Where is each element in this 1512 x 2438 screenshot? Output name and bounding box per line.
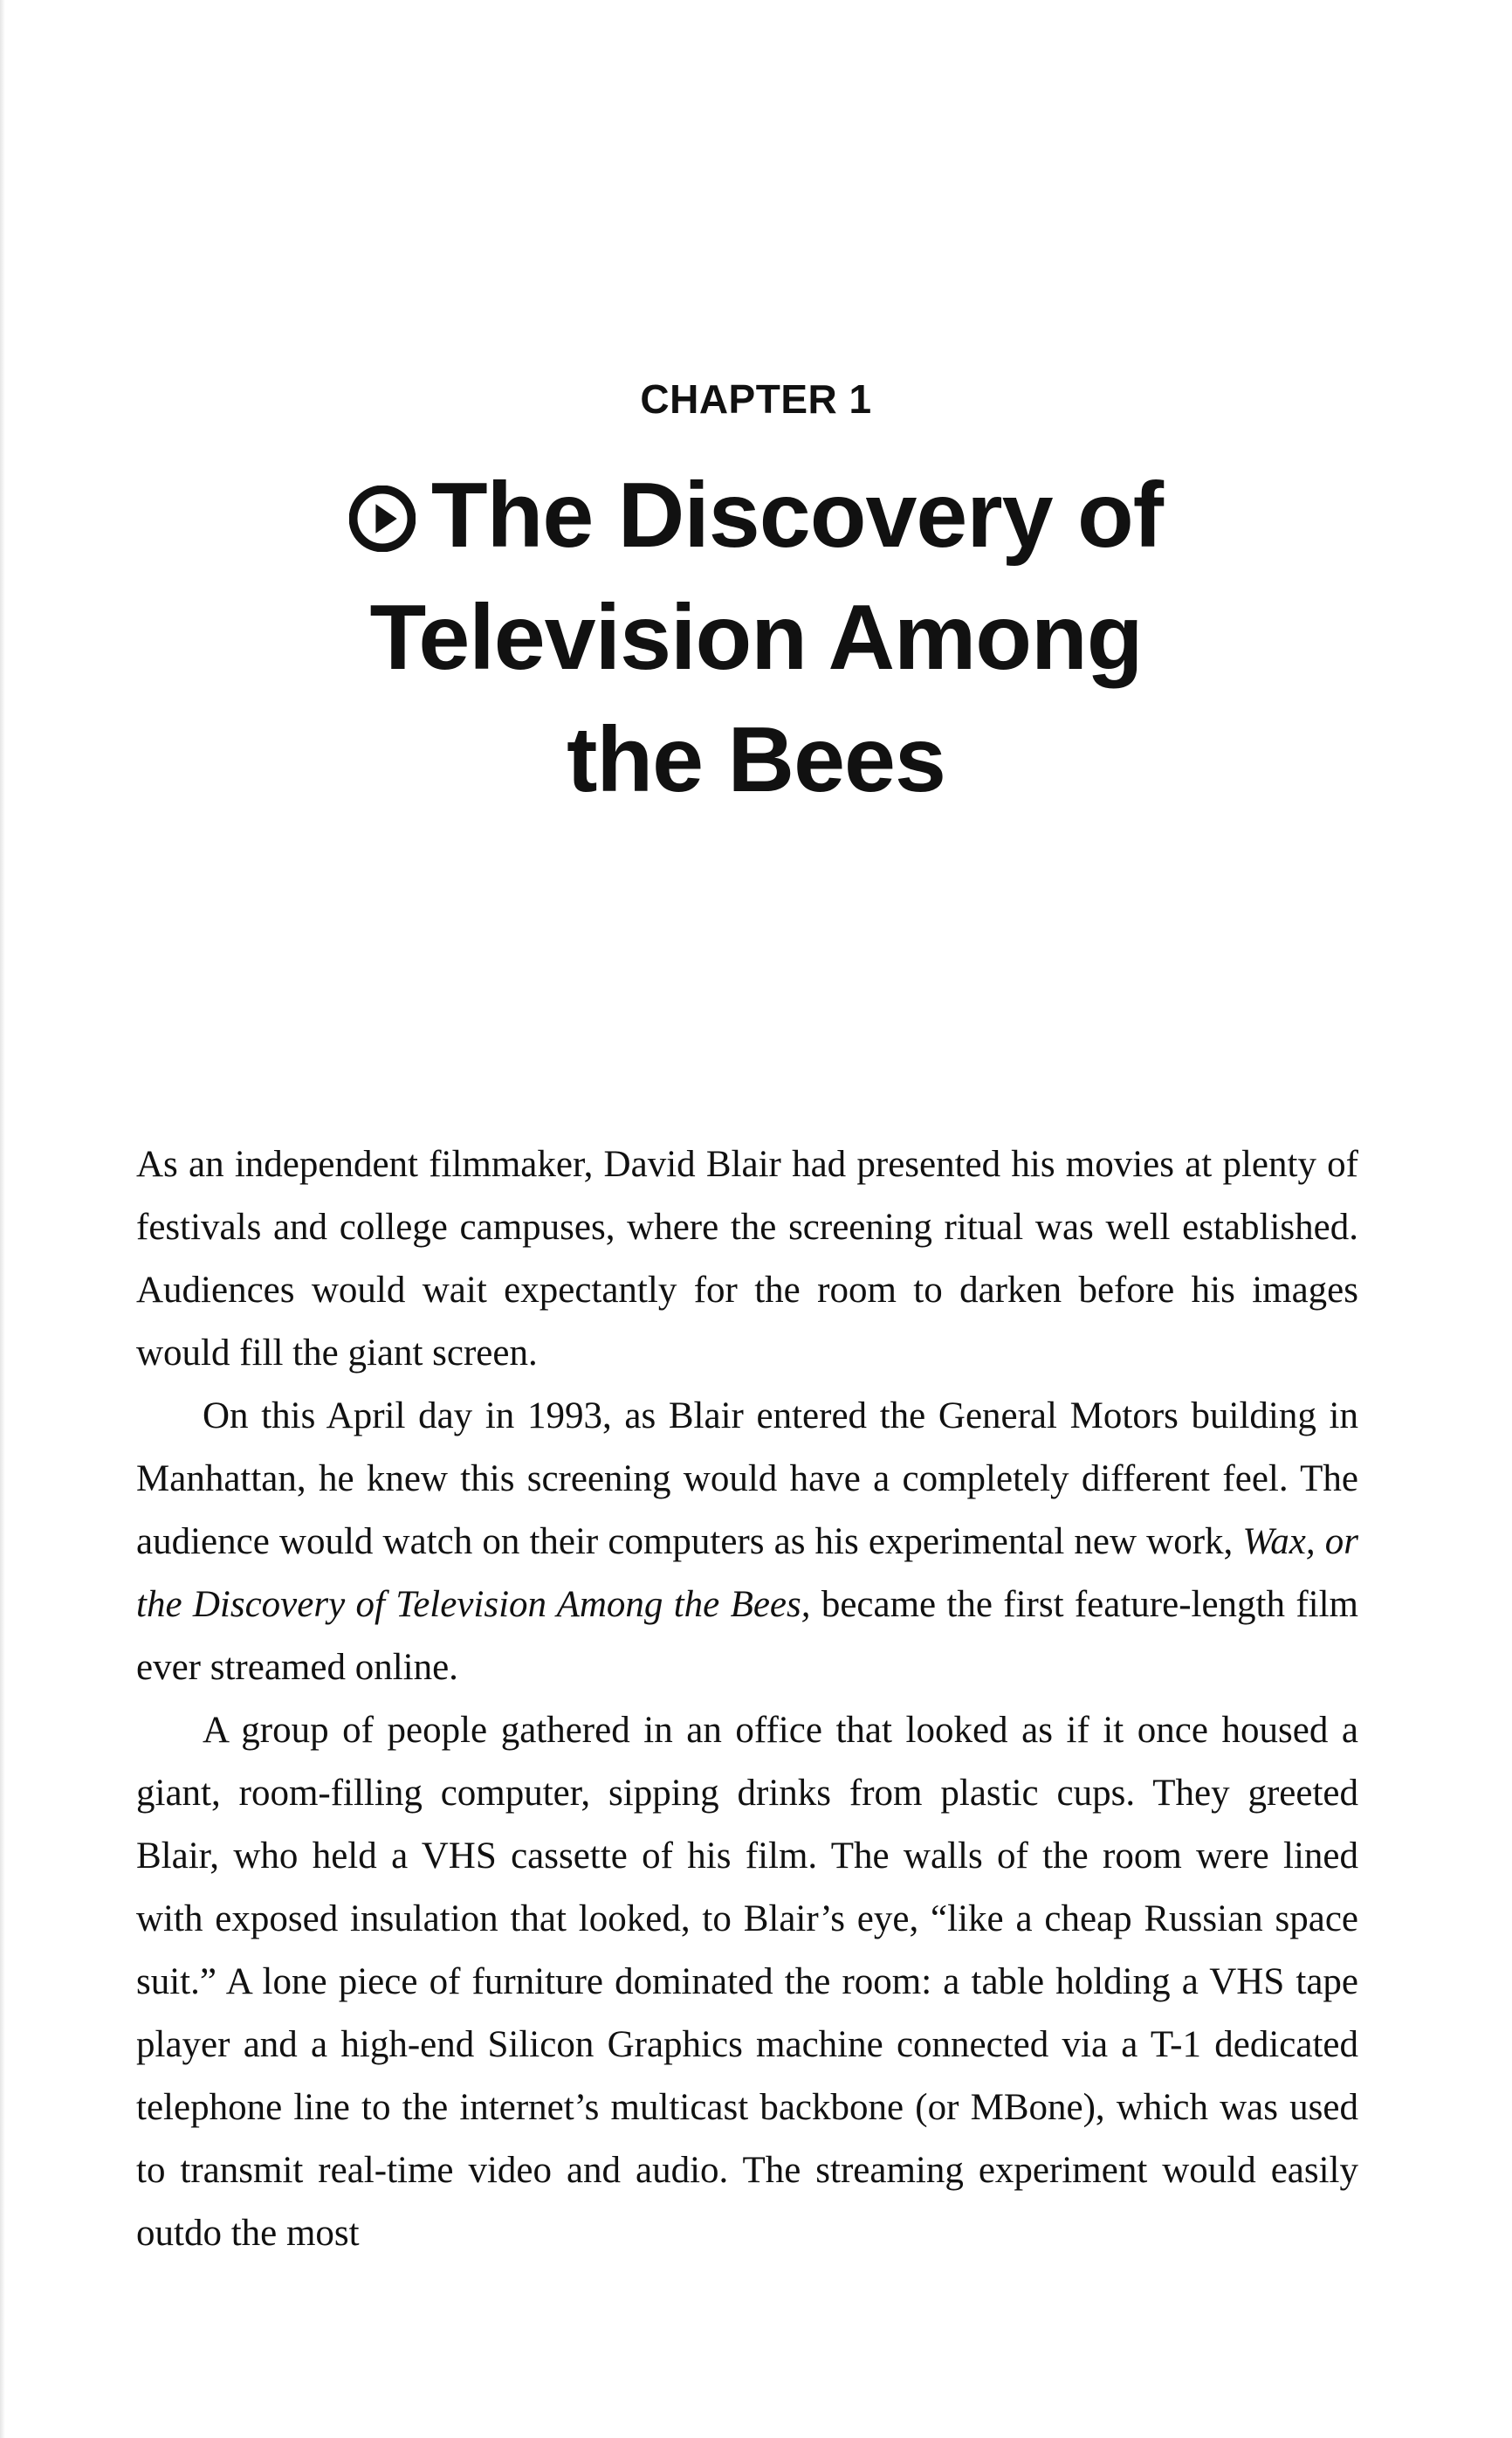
paragraph-1: As an independent filmmaker, David Blair had presented his movies at plenty of festivals and college campuses, where the screening ritual was well established. Audiences would wait expectantly for the room to darken before his images would fill the giant screen. — [136, 1144, 1358, 1374]
film-title-italic: Wax, or the Discovery of Television Among the Bees, — [136, 1521, 1358, 1625]
chapter-title-text-1: The Discovery of — [430, 464, 1164, 567]
chapter-label: CHAPTER 1 — [640, 376, 872, 422]
chapter-title-line-1 — [0, 454, 1512, 576]
paragraph-2-text-start: On this April day in 1993, as Blair entered the General Motors building in Manhattan, he knew this screening would have a completely different feel. The audience would watch on their computers as his experimental new work, — [136, 1395, 1358, 1562]
chapter-body — [136, 1133, 1358, 2265]
chapter-title-line-3: the Bees — [567, 708, 945, 811]
play-circle-icon — [349, 486, 416, 552]
page-edge-shadow — [0, 0, 5, 2438]
paragraph-2 — [136, 1385, 1358, 1699]
chapter-title-line-2: Television Among — [369, 586, 1143, 689]
chapter-title — [0, 454, 1512, 821]
paragraph-2-text-end: became the first feature-length film ever streamed online. — [136, 1584, 1358, 1688]
paragraph-3: A group of people gathered in an office that looked as if it once housed a giant, room-filling computer, sipping drinks from plastic cups. They greeted Blair, who held a VHS cassette of his film. The walls of the room were lined with exposed insulation that looked, to Blair’s eye, “like a cheap Russian space suit.” A lone piece of furniture dominated the room: a table holding a VHS tape player and a high-end Silicon Graphics machine connected via a T-1 dedicated telephone line to the internet’s multicast backbone (or MBone), which was used to transmit real-time video and audio. The streaming experiment would easily outdo the most — [136, 1710, 1358, 2254]
